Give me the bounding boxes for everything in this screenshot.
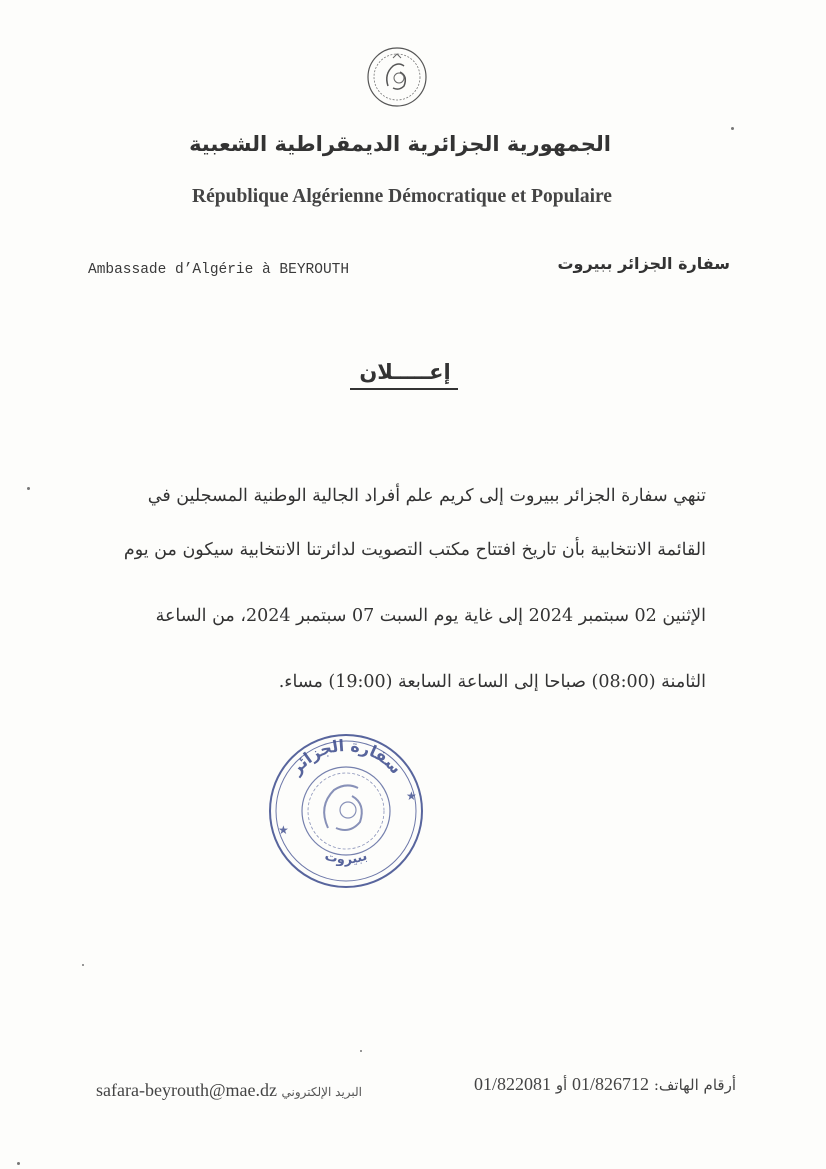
heading-underline xyxy=(350,388,458,390)
svg-text:ببيروت xyxy=(323,849,369,868)
footer-email xyxy=(96,1080,362,1101)
scan-speck xyxy=(731,127,734,130)
notice-line-3: الإثنين 02 سبتمبر 2024 إلى غاية يوم السبت 07 سبتمبر 2024، من الساعة xyxy=(155,606,706,626)
embassy-seal-stamp xyxy=(262,730,430,892)
footer-phone xyxy=(474,1074,736,1095)
scan-speck xyxy=(17,1162,20,1165)
stamp-bottom-text: ببيروت xyxy=(322,848,370,868)
notice-line-4: الثامنة (08:00) صباحا إلى الساعة السابعة (19:00) مساء. xyxy=(278,672,706,692)
svg-text:سفارة الجزائر xyxy=(286,736,406,779)
phone-separator: أو xyxy=(555,1076,568,1094)
phone-number-2: 01/822081 xyxy=(474,1074,552,1094)
scan-speck xyxy=(360,1050,362,1052)
scan-speck xyxy=(82,964,84,966)
republic-title-arabic: الجمهورية الجزائرية الديمقراطية الشعبية xyxy=(189,132,611,156)
svg-text:★: ★ xyxy=(406,789,417,803)
notice-line-1: تنهي سفارة الجزائر ببيروت إلى كريم علم أفراد الجالية الوطنية المسجلين في xyxy=(147,486,706,506)
republic-title-french: République Algérienne Démocratique et Populaire xyxy=(192,186,612,207)
embassy-name-arabic: سفارة الجزائر ببيروت xyxy=(557,254,730,273)
email-label: البريد الإلكتروني xyxy=(281,1085,363,1099)
embassy-name-french: Ambassade d’Algérie à BEYROUTH xyxy=(88,262,350,278)
svg-text:★: ★ xyxy=(278,823,289,837)
email-address[interactable]: safara-beyrouth@mae.dz xyxy=(96,1080,277,1100)
phone-number-1: 01/826712 xyxy=(572,1074,650,1094)
scan-speck xyxy=(27,487,30,490)
notice-line-2: القائمة الانتخابية بأن تاريخ افتتاح مكتب التصويت لدائرتنا الانتخابية سيكون من يوم xyxy=(123,540,706,560)
algeria-emblem-icon xyxy=(366,44,428,110)
stamp-top-text: سفارة الجزائر xyxy=(286,735,406,778)
phone-label: أرقام الهاتف: xyxy=(653,1076,736,1094)
announcement-heading: إعـــــلان xyxy=(359,360,451,384)
